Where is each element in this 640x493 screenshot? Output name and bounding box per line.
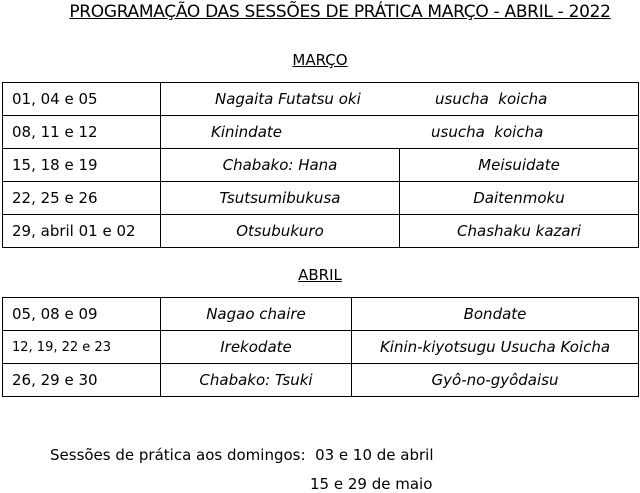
table-row	[3, 83, 639, 116]
activity-right: Daitenmoku	[400, 182, 639, 215]
date-cell: 01, 04 e 05	[3, 83, 161, 116]
activity-cell	[161, 83, 639, 116]
table-row	[3, 149, 639, 182]
table-row	[3, 215, 639, 248]
date-cell: 22, 25 e 26	[3, 182, 161, 215]
activity-right: Gyô-no-gyôdaisu	[352, 364, 639, 397]
date-cell: 29, abril 01 e 02	[3, 215, 161, 248]
activity-left: Kinindate	[211, 123, 283, 141]
activity-right: Chashaku kazari	[400, 215, 639, 248]
table-row	[3, 116, 639, 149]
date-cell: 26, 29 e 30	[3, 364, 161, 397]
section-heading-abril: ABRIL	[298, 266, 342, 284]
table-row	[3, 364, 639, 397]
activity-left: Nagaita Futatsu oki	[215, 90, 361, 108]
table-row	[3, 331, 639, 364]
date-cell: 08, 11 e 12	[3, 116, 161, 149]
activity-right: usucha koicha	[431, 123, 544, 141]
activity-cell	[161, 116, 639, 149]
activity-right: usucha koicha	[435, 90, 548, 108]
footer-sunday-sessions-may: 15 e 29 de maio	[310, 475, 433, 493]
activity-left: Tsutsumibukusa	[161, 182, 400, 215]
activity-left: Irekodate	[161, 331, 352, 364]
activity-left: Chabako: Tsuki	[161, 364, 352, 397]
footer-sunday-sessions: Sessões de prática aos domingos: 03 e 10 de abril	[50, 446, 434, 464]
date-cell: 12, 19, 22 e 23	[3, 331, 161, 364]
table-row	[3, 182, 639, 215]
activity-right: Kinin-kiyotsugu Usucha Koicha	[352, 331, 639, 364]
schedule-table-marco	[2, 82, 639, 248]
activity-left: Chabako: Hana	[161, 149, 400, 182]
table-row	[3, 298, 639, 331]
date-cell: 15, 18 e 19	[3, 149, 161, 182]
activity-left: Otsubukuro	[161, 215, 400, 248]
date-cell: 05, 08 e 09	[3, 298, 161, 331]
section-heading-marco: MARÇO	[292, 51, 348, 69]
activity-left: Nagao chaire	[161, 298, 352, 331]
activity-right: Bondate	[352, 298, 639, 331]
activity-right: Meisuidate	[400, 149, 639, 182]
page-title: PROGRAMAÇÃO DAS SESSÕES DE PRÁTICA MARÇO - ABRIL - 2022	[69, 2, 611, 22]
schedule-table-abril	[2, 297, 639, 397]
